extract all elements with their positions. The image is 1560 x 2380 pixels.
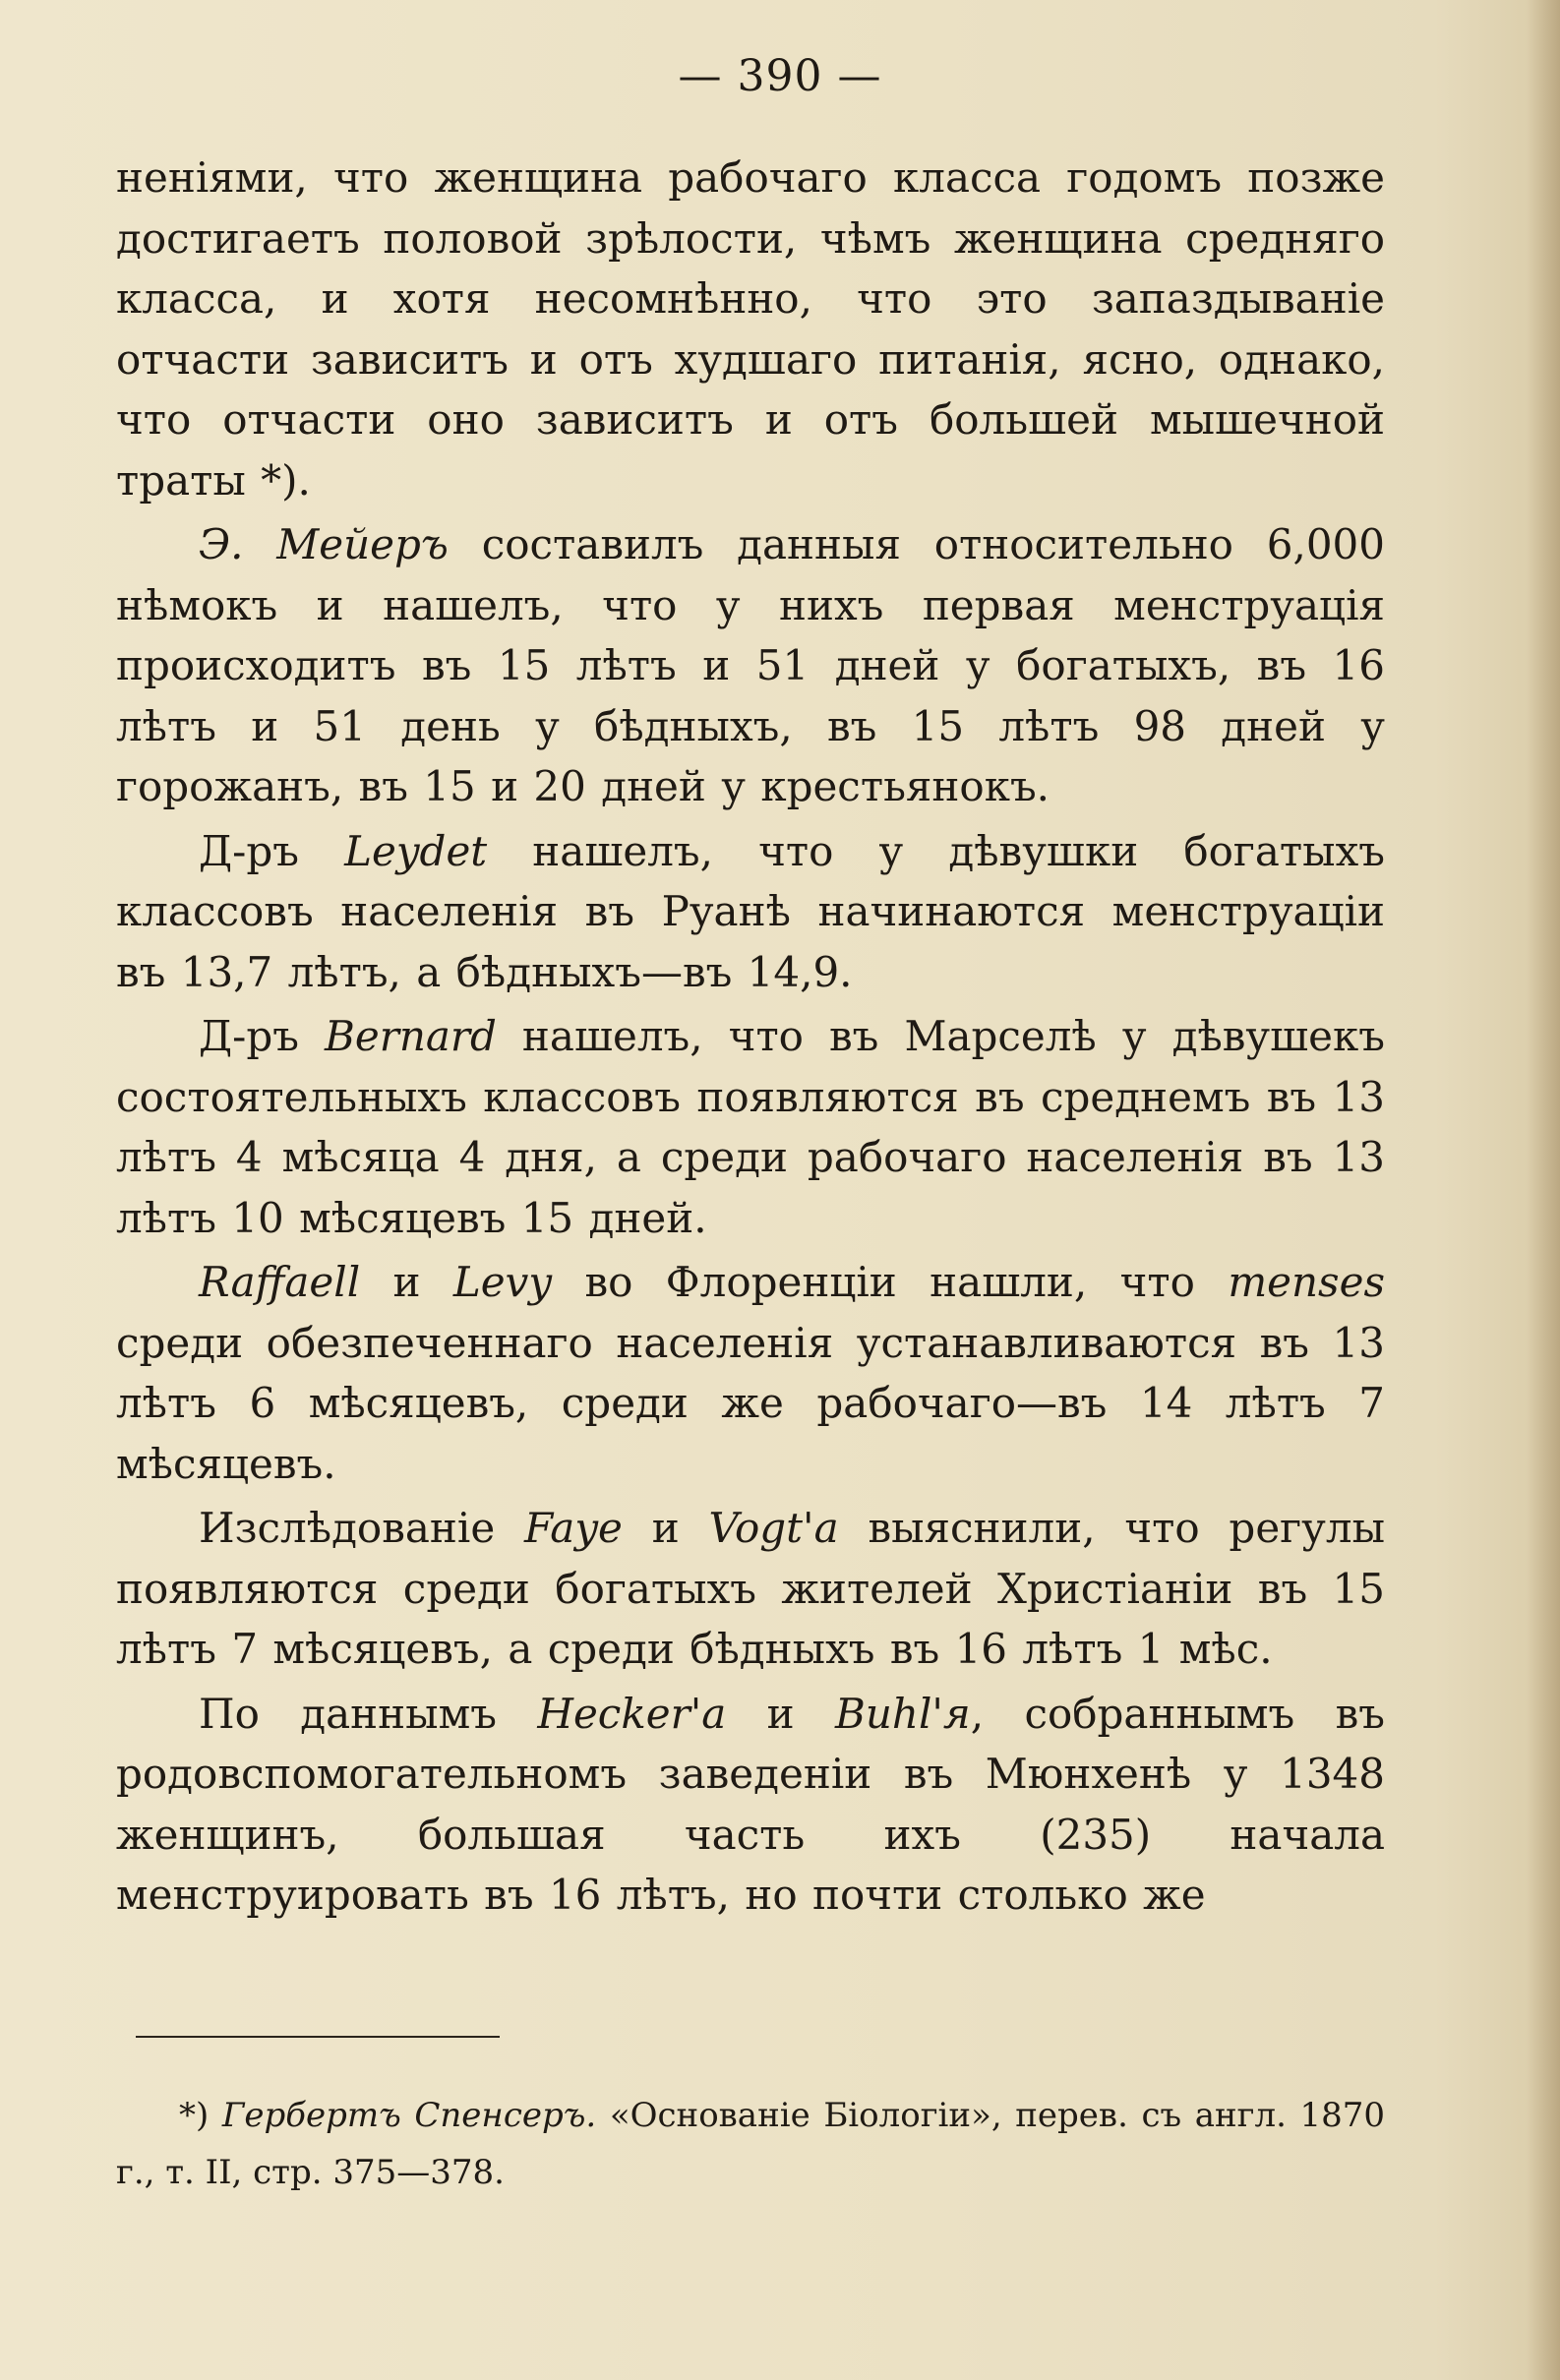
text-run: среди обезпеченнаго населенія устанавливаются въ 13 лѣтъ 6 мѣсяцевъ, среди же рабочаго—въ 14 лѣтъ 7 мѣсяцевъ. bbox=[116, 1318, 1385, 1488]
italic-name: Э. Мейеръ bbox=[199, 520, 449, 568]
page-number: — 390 — bbox=[678, 51, 882, 101]
paragraph bbox=[116, 1684, 1385, 1926]
italic-name: Buhl'я bbox=[834, 1689, 971, 1738]
italic-name: Levy bbox=[452, 1258, 553, 1306]
footnote-rule bbox=[136, 2036, 500, 2038]
footnote-text: «Основаніе Біологіи», перев. съ англ. 1870 г., т. II, стр. 375—378. bbox=[116, 2096, 1385, 2192]
body-text bbox=[116, 148, 1385, 1930]
text-run: Изслѣдованіе bbox=[199, 1504, 524, 1552]
text-run: По даннымъ bbox=[199, 1689, 538, 1738]
text-run: и bbox=[726, 1689, 835, 1738]
italic-name: Vogt'a bbox=[708, 1504, 839, 1552]
italic-name: Faye bbox=[523, 1504, 623, 1552]
footnote-marker: *) bbox=[179, 2096, 210, 2135]
text-run: нашелъ, что въ Марселѣ у дѣвушекъ состоятельныхъ классовъ появляются въ среднемъ въ 13 лѣтъ 4 мѣсяца 4 дня, а среди рабочаго населенія въ 13 лѣтъ 10 мѣсяцевъ 15 дней. bbox=[116, 1012, 1386, 1242]
paragraph bbox=[116, 1252, 1385, 1494]
paragraph bbox=[116, 148, 1385, 510]
italic-name: menses bbox=[1228, 1258, 1386, 1306]
italic-name: Leydet bbox=[344, 826, 488, 875]
text-run: во Флоренціи нашли, что bbox=[552, 1258, 1229, 1306]
text-run: неніями, что женщина рабочаго класса годомъ позже достигаетъ половой зрѣлости, чѣмъ женщина средняго класса, и хотя несомнѣнно, что это запаздываніе отчасти зависитъ и отъ худшаго питанія, ясно, однако, что отчасти оно зависитъ и отъ большей мышечной траты *). bbox=[116, 153, 1385, 505]
text-run: , собраннымъ въ родовспомогательномъ заведеніи въ Мюнхенѣ у 1348 женщинъ, большая часть ихъ (235) начала менструировать въ 16 лѣтъ, но почти столько же bbox=[116, 1689, 1385, 1919]
paragraph bbox=[116, 821, 1385, 1003]
text-run: составилъ данныя относительно 6,000 нѣмокъ и нашелъ, что у нихъ первая менструація происходитъ въ 15 лѣтъ и 51 дней у богатыхъ, въ 16 лѣтъ и 51 день у бѣдныхъ, въ 15 лѣтъ 98 дней у горожанъ, въ 15 и 20 дней у крестьянокъ. bbox=[116, 520, 1385, 810]
text-run: и bbox=[360, 1258, 453, 1306]
italic-name: Hecker'a bbox=[537, 1689, 727, 1738]
page-edge-shadow bbox=[1527, 0, 1560, 2380]
text-run: Д-ръ bbox=[199, 826, 345, 875]
footnote bbox=[116, 2087, 1385, 2201]
italic-name: Bernard bbox=[325, 1012, 497, 1060]
footnote-author: Гербертъ Спенсеръ. bbox=[221, 2096, 597, 2135]
text-run: нашелъ, что у дѣвушки богатыхъ классовъ населенія въ Руанѣ начинаются менструаціи въ 13,7 лѣтъ, а бѣдныхъ—въ 14,9. bbox=[116, 826, 1386, 996]
paragraph bbox=[116, 1006, 1385, 1248]
text-run: выяснили, что регулы появляются среди богатыхъ жителей Христіаніи въ 15 лѣтъ 7 мѣсяцевъ, а среди бѣдныхъ въ 16 лѣтъ 1 мѣс. bbox=[116, 1504, 1386, 1673]
text-run: и bbox=[622, 1504, 709, 1552]
paragraph bbox=[116, 1498, 1385, 1680]
italic-name: Raffaell bbox=[199, 1258, 361, 1306]
text-run: Д-ръ bbox=[199, 1012, 326, 1060]
paragraph bbox=[116, 514, 1385, 817]
